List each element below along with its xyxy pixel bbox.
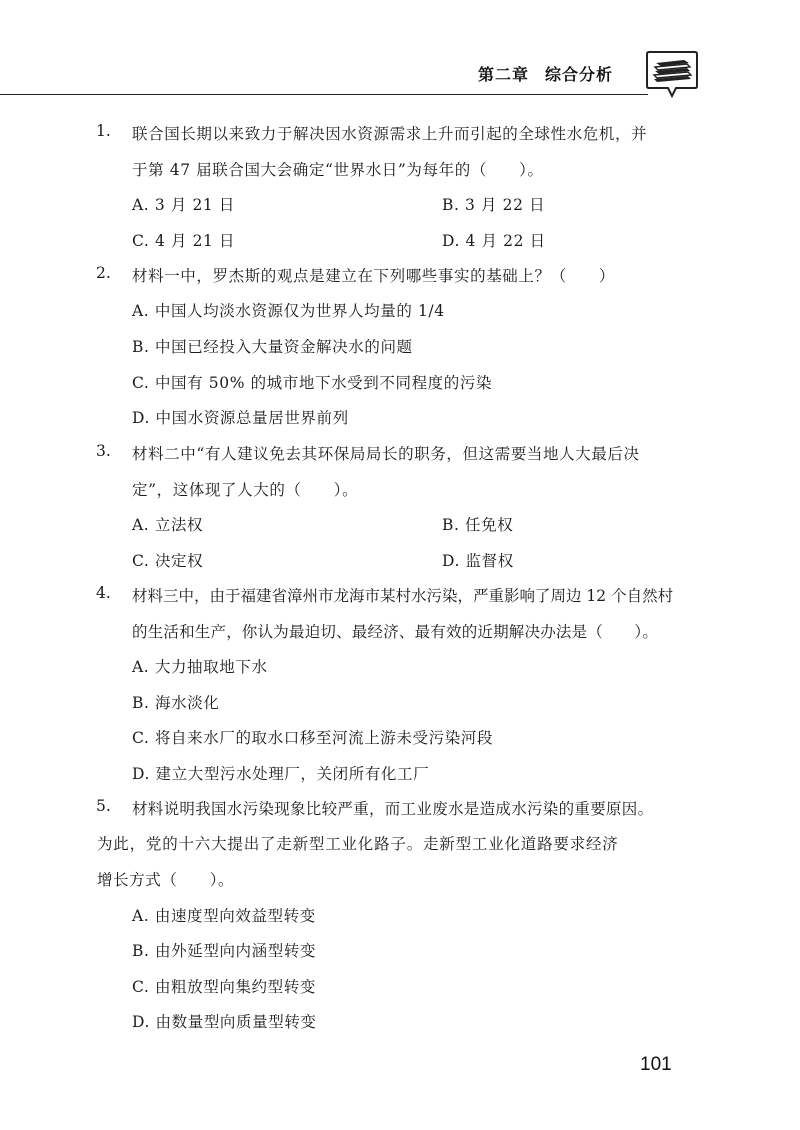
book-stack-icon (646, 50, 698, 98)
option-a: A. 3 月 21 日 (132, 196, 236, 214)
question-stem: 材料三中，由于福建省漳州市龙海市某村水污染，严重影响了周边 12 个自然村 (132, 587, 674, 605)
option-c: C. 决定权 (132, 552, 204, 570)
question-number: 4. (96, 584, 111, 602)
option-a: A. 大力抽取地下水 (132, 658, 268, 676)
question-number: 1. (96, 122, 111, 140)
question-stem: 于第 47 届联合国大会确定“世界水日”为每年的（ ）。 (132, 161, 544, 179)
option-a: A. 由速度型向效益型转变 (132, 907, 316, 925)
option-d: D. 监督权 (442, 552, 514, 570)
option-a: A. 中国人均淡水资源仅为世界人均量的 1/4 (132, 302, 445, 320)
option-c: C. 由粗放型向集约型转变 (132, 978, 316, 996)
option-d: D. 由数量型向质量型转变 (132, 1013, 317, 1031)
question-stem: 增长方式（ ）。 (97, 871, 235, 889)
question-number: 3. (96, 442, 111, 460)
question-stem: 材料一中，罗杰斯的观点是建立在下列哪些事实的基础上？（ ） (132, 267, 616, 285)
question-stem: 材料二中“有人建议免去其环保局局长的职务，但这需要当地人大最后决 (132, 445, 640, 463)
question-number: 2. (96, 264, 111, 282)
option-a: A. 立法权 (132, 516, 204, 534)
option-b: B. 3 月 22 日 (442, 196, 546, 214)
chapter-label: 第二章 (478, 65, 530, 84)
section-label: 综合分析 (545, 65, 614, 84)
question-stem: 为此，党的十六大提出了走新型工业化路子。走新型工业化道路要求经济 (97, 835, 619, 853)
question-stem: 材料说明我国水污染现象比较严重，而工业废水是造成水污染的重要原因。 (132, 800, 654, 818)
option-b: B. 任免权 (442, 516, 514, 534)
question-number: 5. (96, 797, 111, 815)
question-stem: 联合国长期以来致力于解决因水资源需求上升而引起的全球性水危机，并 (132, 125, 648, 143)
option-d: D. 中国水资源总量居世界前列 (132, 409, 349, 427)
option-d: D. 4 月 22 日 (442, 232, 546, 250)
option-d: D. 建立大型污水处理厂，关闭所有化工厂 (132, 765, 430, 783)
option-c: C. 中国有 50% 的城市地下水受到不同程度的污染 (132, 374, 493, 392)
option-b: B. 海水淡化 (132, 694, 220, 712)
option-b: B. 中国已经投入大量资金解决水的问题 (132, 338, 413, 356)
question-stem: 定”，这体现了人大的（ ）。 (132, 481, 359, 499)
question-stem: 的生活和生产，你认为最迫切、最经济、最有效的近期解决办法是（ ）。 (132, 623, 659, 641)
header-rule (0, 94, 648, 95)
page-number: 101 (640, 1054, 672, 1075)
option-c: C. 4 月 21 日 (132, 232, 236, 250)
option-b: B. 由外延型向内涵型转变 (132, 942, 317, 960)
option-c: C. 将自来水厂的取水口移至河流上游未受污染河段 (132, 729, 494, 747)
chapter-header (478, 62, 613, 85)
